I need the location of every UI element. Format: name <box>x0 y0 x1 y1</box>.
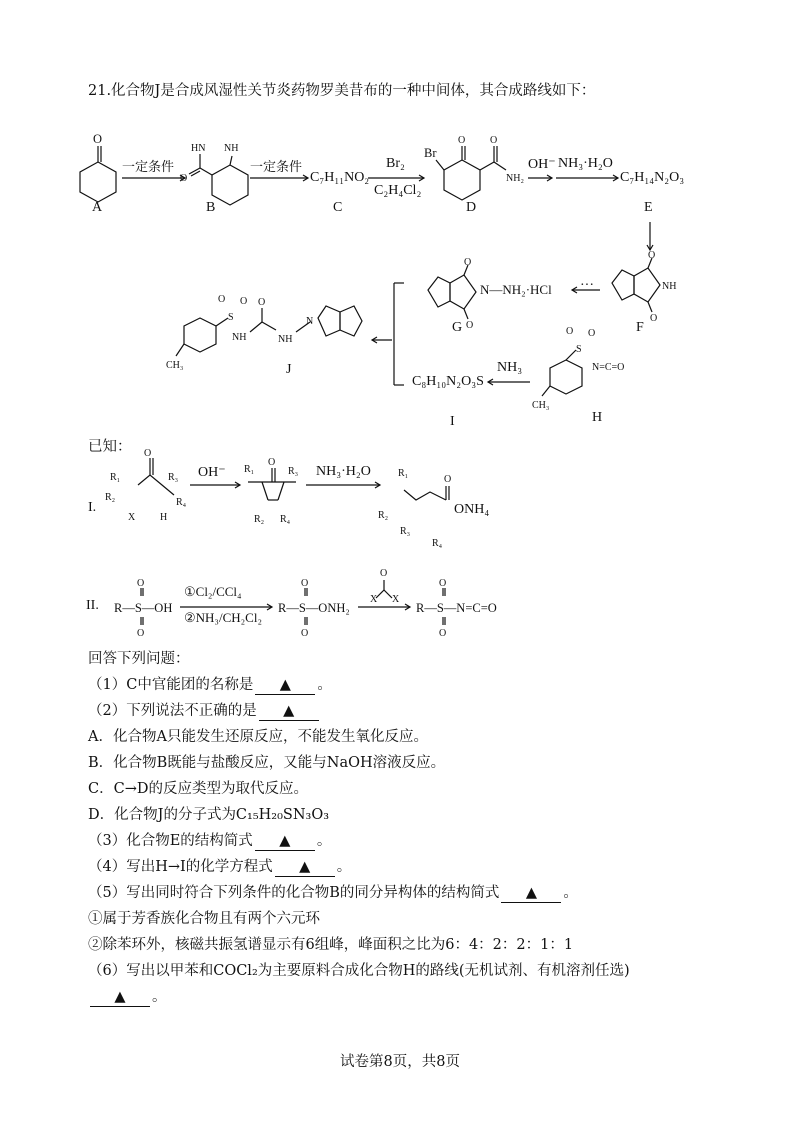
label-b: B <box>206 200 216 215</box>
known1-reagent2: NH₃·H₂O <box>316 464 371 479</box>
dots: ··· <box>580 278 594 293</box>
svg-text:R₁: R₁ <box>110 472 121 483</box>
label-e: E <box>644 200 653 215</box>
svg-text:R₁: R₁ <box>398 468 409 479</box>
label-f: F <box>636 320 644 335</box>
svg-text:O: O <box>301 578 309 589</box>
svg-text:NH₂: NH₂ <box>506 173 524 184</box>
svg-text:O: O <box>240 296 248 307</box>
svg-text:NH: NH <box>278 334 293 345</box>
g-tail: N—NH₂·HCl <box>480 282 552 297</box>
q5-blank[interactable]: ▲ <box>501 884 561 903</box>
q6-answer-line: ▲ 。 <box>88 988 167 1007</box>
svg-text:CH₃: CH₃ <box>532 400 550 411</box>
label-d: D <box>466 200 477 215</box>
known1-product-tail: ONH₄ <box>454 502 490 517</box>
compound-h <box>532 326 624 411</box>
svg-text:R₄: R₄ <box>432 538 443 549</box>
svg-text:N: N <box>306 316 314 327</box>
svg-text:R₁: R₁ <box>244 464 255 475</box>
q6: （6）写出以甲苯和COCl₂为主要原料合成化合物H的路线(无机试剂、有机溶剂任选) <box>88 963 630 979</box>
compound-b <box>180 143 248 205</box>
known2-reagent-bottom: ②NH₃/CH₂Cl₂ <box>184 610 262 625</box>
svg-text:R₃: R₃ <box>288 466 299 477</box>
svg-text:X: X <box>370 594 378 605</box>
formula-i: C₈H₁₀N₂O₃S <box>412 374 484 389</box>
svg-text:HN: HN <box>191 143 206 154</box>
svg-text:R—S—ONH₂: R—S—ONH₂ <box>278 601 350 615</box>
compound-j <box>166 294 362 371</box>
reagent-de2: NH₃·H₂O <box>558 156 613 171</box>
label-j: J <box>286 362 292 377</box>
svg-text:O: O <box>566 326 574 337</box>
q2: （2）下列说法不正确的是 ▲ <box>88 702 321 721</box>
svg-text:X: X <box>392 594 400 605</box>
compound-d <box>424 135 524 200</box>
answer-intro: 回答下列问题： <box>88 651 190 667</box>
known1-reagent1: OH⁻ <box>198 465 226 480</box>
label-c: C <box>333 200 343 215</box>
svg-text:NH: NH <box>232 332 247 343</box>
svg-text:R₂: R₂ <box>378 510 389 521</box>
reagent-hi: NH₃ <box>497 360 523 375</box>
svg-text:O: O <box>258 297 266 308</box>
svg-text:O: O <box>93 132 103 146</box>
svg-text:S: S <box>228 312 234 323</box>
known2-reagent-top: ①Cl₂/CCl₄ <box>184 584 242 599</box>
q1: （1）C中官能团的名称是 ▲ 。 <box>88 677 332 693</box>
reagent-de1: OH⁻ <box>528 157 556 172</box>
known-reaction-2 <box>114 568 497 639</box>
compound-f <box>612 250 676 324</box>
svg-text:O: O <box>439 578 447 589</box>
svg-text:O: O <box>490 135 498 146</box>
label-a: A <box>92 200 103 215</box>
svg-text:R₄: R₄ <box>280 514 291 525</box>
svg-text:O: O <box>650 313 658 324</box>
compound-a <box>80 132 116 202</box>
label-g: G <box>452 320 463 335</box>
roman-2: II. <box>86 598 99 613</box>
svg-text:O: O <box>458 135 466 146</box>
svg-text:O: O <box>180 173 188 184</box>
reagent-cd-top: Br₂ <box>386 156 405 171</box>
svg-text:O: O <box>268 457 276 468</box>
q1-blank[interactable]: ▲ <box>255 676 315 695</box>
svg-text:O: O <box>466 320 474 331</box>
q2-blank[interactable]: ▲ <box>259 702 319 721</box>
option-c: C．C→D的反应类型为取代反应。 <box>88 781 308 797</box>
svg-text:R₃: R₃ <box>168 472 179 483</box>
svg-text:H: H <box>160 512 168 523</box>
roman-1: I. <box>88 500 97 515</box>
cond-ab: 一定条件 <box>122 159 175 174</box>
condition-2: ②除苯环外，核磁共振氢谱显示有6组峰，峰面积之比为6：4：2：2：1：1 <box>88 937 574 953</box>
svg-text:R—S—N=C=O: R—S—N=C=O <box>416 601 497 615</box>
svg-text:O: O <box>464 257 472 268</box>
svg-text:R—S—OH: R—S—OH <box>114 601 173 615</box>
svg-text:O: O <box>137 628 145 639</box>
svg-text:R₂: R₂ <box>254 514 265 525</box>
question-title: 21.化合物J是合成风湿性关节炎药物罗美昔布的一种中间体，其合成路线如下： <box>88 83 596 99</box>
svg-text:N=C=O: N=C=O <box>592 362 625 373</box>
svg-text:R₂: R₂ <box>105 492 116 503</box>
svg-text:O: O <box>648 250 656 261</box>
label-h: H <box>592 410 603 425</box>
q3: （3）化合物E的结构简式 ▲ 。 <box>88 833 332 849</box>
svg-text:O: O <box>380 568 388 579</box>
q5: （5）写出同时符合下列条件的化合物B的同分异构体的结构简式 ▲ 。 <box>88 885 578 901</box>
svg-text:Br: Br <box>424 146 437 160</box>
q4-blank[interactable]: ▲ <box>275 858 335 877</box>
svg-text:O: O <box>144 448 152 459</box>
formula-e: C₇H₁₄N₂O₃ <box>620 170 685 185</box>
svg-text:O: O <box>301 628 309 639</box>
svg-text:CH₃: CH₃ <box>166 360 184 371</box>
svg-text:NH: NH <box>224 143 239 154</box>
svg-text:X: X <box>128 512 136 523</box>
q4: （4）写出H→I的化学方程式 ▲ 。 <box>88 859 352 875</box>
option-d: D．化合物J的分子式为C₁₅H₂₀SN₃O₃ <box>88 807 330 823</box>
svg-text:NH: NH <box>662 281 677 292</box>
svg-text:O: O <box>218 294 226 305</box>
svg-text:O: O <box>439 628 447 639</box>
svg-text:O: O <box>137 578 145 589</box>
option-a: A．化合物A只能发生还原反应，不能发生氧化反应。 <box>88 729 428 745</box>
svg-text:O: O <box>444 474 452 485</box>
condition-1: ①属于芳香族化合物且有两个六元环 <box>88 911 320 927</box>
reagent-cd-bottom: C₂H₄Cl₂ <box>374 183 422 198</box>
page-footer: 试卷第8页，共8页 <box>340 1054 460 1070</box>
cond-bc: 一定条件 <box>250 159 303 174</box>
svg-text:S: S <box>576 344 582 355</box>
q3-blank[interactable]: ▲ <box>255 832 315 851</box>
label-i: I <box>450 414 455 429</box>
known-reaction-1 <box>105 448 451 549</box>
known-label: 已知： <box>88 439 132 455</box>
svg-text:R₄: R₄ <box>176 497 187 508</box>
svg-text:R₃: R₃ <box>400 526 411 537</box>
formula-c: C₇H₁₁NO₂ <box>310 170 370 185</box>
q6-blank[interactable]: ▲ <box>90 988 150 1007</box>
option-b: B．化合物B既能与盐酸反应，又能与NaOH溶液反应。 <box>88 755 446 771</box>
svg-text:O: O <box>588 328 596 339</box>
